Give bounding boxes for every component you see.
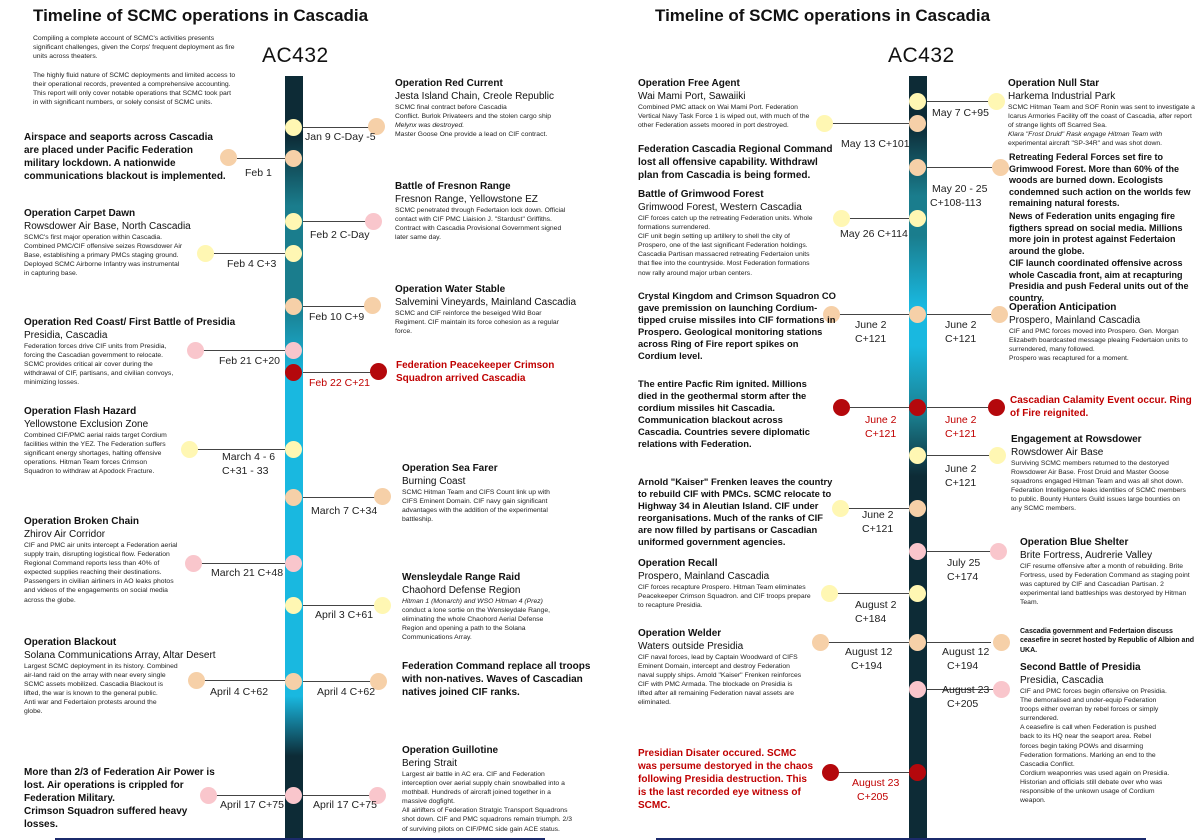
spine-dot[interactable] [909,585,926,602]
date-label: May 20 - 25 [932,183,988,195]
event-flash-hazard: Operation Flash Hazard Yellowstone Exclusion Zone Combined CIF/PMC aerial raids target Cordium facilities within the YEZ. The Federation suffers significant energy shortages, halting offensive operations. Hitman Team forces Crimson Squadron to withdraw at Apodock Fracture. [24,406,167,476]
event-water-stable: Operation Water Stable Salvemini Vineyards, Mainland Cascadia SCMC and CIF reinforce the beseiged Wild Boar Regiment. CIF maintain its force cohesion as a regular force. [395,284,577,336]
date-label: C+174 [947,571,979,583]
date-label: C+121 [862,523,894,535]
spine-dot[interactable] [909,447,926,464]
event-blue-shelter: Operation Blue Shelter Brite Fortress, Audrerie Valley CIF resume offensive after a month of rebuilding. Brite Fortress, used by Federation Command as staging point was captured by CIF and Cascadian Partisan. 2 experimental land battleships was destoryed by Hitman Team. [1020,537,1190,607]
spine-dot[interactable] [909,500,926,517]
page-title: Timeline of SCMC operations in Cascadia [33,6,369,25]
spine-dot[interactable] [285,119,302,136]
date-label: May 7 C+95 [932,107,989,119]
spine-dot[interactable] [909,159,926,176]
page-title: Timeline of SCMC operations in Cascadia [655,6,991,25]
date-label: April 17 C+75 [313,799,377,811]
event-second-presidia: Second Battle of Presidia Presidia, Cascadia CIF and PMC forces begin offensive on Presidia. The demoralised and under-equip Federation troops either overran by rebel forces or simply surrendered. A ceasefire is call when Federation is pushed back to its HQ near the seaport area. Rebel forces begin taking POWs and disarming Federation formations. Marking an end to the Cascadia Conflict. Cordium weaponries was used again on Presidia. Historian and officials still debate over who was responsible of the unkown usage of Cordium weapon. [1020,662,1170,805]
event-dot[interactable] [988,93,1005,110]
date-label: June 2 [945,319,977,331]
event-dot[interactable] [989,447,1006,464]
date-label: C+121 [945,477,977,489]
date-label: C+121 [865,428,897,440]
event-dot[interactable] [990,543,1007,560]
event-dot[interactable] [992,159,1009,176]
event-recall: Operation Recall Prospero, Mainland Cascadia CIF forces recapture Prospero. Hitman Team eliminates Peacekeeper Crimson Squadron. and CIF troops prepare to recapture Presidia. [638,558,811,610]
event-guillotine: Operation Guillotine Bering Strait Largest air battle in AC era. CIF and Federation interception over aerial supply chain snowballed into a mothball. Hundreds of aircraft joined together in a massive dogfight. All airlifters of Federation Stratgic Transport Squadrons shot down. CIF and PMC squadrons remain triumph. 2/3 of surviving pilots on CIF/PMC side gain ACE status. [402,745,573,833]
spine-dot[interactable] [909,681,926,698]
spine-dot[interactable] [909,115,926,132]
date-label: June 2 [865,414,897,426]
date-label: June 2 [855,319,887,331]
date-label: Feb 22 C+21 [309,377,371,389]
date-label: C+121 [945,333,977,345]
spine-dot[interactable] [909,93,926,110]
event-dot[interactable] [364,297,381,314]
date-label: April 17 C+75 [220,799,284,811]
date-label: C+205 [857,791,889,803]
event-welder: Operation Welder Waters outside Presidia CIF naval forces, lead by Captain Woodward of CIFS Eminent Domain, intercept and destroy Federation naval supply ships. Arnold "Kaiser" Frenken reinforces CIF with PMC Armada. The blockade on Presidia is lifted after all remaining Federation naval assets are eliminated. [638,628,802,707]
event-carpet-dawn: Operation Carpet Dawn Rowsdower Air Base, North Cascadia SCMC's first major operation within Cascadia. Combined PMC/CIF offensive seizes Rowsdower Air Base, establishing a primary PMCs staging ground. Deployed SCMC Airborne Infantry was instrumental in capturing base. [24,208,191,278]
date-label: C+205 [947,698,979,710]
event-dot[interactable] [988,399,1005,416]
spine-dot[interactable] [285,489,302,506]
event-kaiser-leaves: Arnold "Kaiser" Frenken leaves the country to rebuild CIF with PMCs. SCMC relocate to Highway 34 in Aleutian Island. CIF under reorganisations. Much of the ranks of CIF are now filled by partisans or Cascadian uniformed government agencies. [638,476,833,547]
event-broken-chain: Operation Broken Chain Zhirov Air Corridor CIF and PMC air units intercept a Federation aerial supply train, disrupting logistical flow. Federation Regional Command reports less than 40% of expected supplies reaching their destinations. Passengers in civilian airliners in AO leaks photos and videos of the engagements on social media across the globe. [24,516,178,604]
event-dot[interactable] [833,399,850,416]
date-label: August 12 [942,646,990,658]
event-grimwood-fire: Retreating Federal Forces set fire to Grimwood Forest. More than 60% of the woods are burned down. Ecologists condemned such action on the worlds few remaining natural forests. [1009,152,1191,209]
date-label: August 23 [852,777,900,789]
year-label: AC432 [888,44,955,67]
spine-dot[interactable] [909,543,926,560]
date-label: March 21 C+48 [211,567,284,579]
date-label: C+194 [947,660,979,672]
spine-dot[interactable] [285,555,302,572]
date-label: March 7 C+34 [311,505,378,517]
spine-dot[interactable] [285,150,302,167]
date-label: April 3 C+61 [315,609,374,621]
spine-dot[interactable] [285,597,302,614]
date-label: March 4 - 6 [222,451,276,463]
event-dot[interactable] [993,634,1010,651]
event-anticipation: Operation Anticipation Prospero, Mainland Cascadia CIF and PMC forces moved into Prospero. Gen. Morgan Elizabeth boardcasted message pleaing Federtaion units to surrendered, many followed. Prospero was recaptured for a moment. [1009,302,1188,363]
event-sea-farer: Operation Sea Farer Burning Coast SCMC Hitman Team and CIFS Count link up with CIFS Eminent Domain. CIF navy gain significant advantages with the addition of the experimental battleship. [402,463,550,524]
event-dot[interactable] [993,681,1010,698]
event-crimson-arrival: Federation Peacekeeper Crimson Squadron arrived Cascadia [396,360,555,384]
event-dot[interactable] [374,488,391,505]
event-fresnon-range: Battle of Fresnon Range Fresnon Range, Yellowstone EZ SCMC penetrated through Federtaion lock down. Official contact with CIF PMC Liaision J. "Stardust" Griffiths. Contract with Cascadia Provisional Government signed later same day. [395,181,566,242]
date-label: April 4 C+62 [210,686,269,698]
date-label: July 25 [947,557,981,569]
date-label: June 2 [945,463,977,475]
date-label: Feb 4 C+3 [227,258,277,270]
event-dot[interactable] [991,306,1008,323]
spine-dot[interactable] [285,245,302,262]
spine-dot[interactable] [909,764,926,781]
event-regional-command: Federation Cascadia Regional Command lost all offensive capability. Withdrawl plan from Cascadia is being formed. [638,144,833,181]
date-label: August 23 [942,684,990,696]
date-label: April 4 C+62 [317,686,376,698]
event-fire-fighters: News of Federation units engaging fire figthers spread on social media. Millions more join in protest against Federtaion around the globe. [1009,211,1183,256]
date-label: C+121 [945,428,977,440]
spine-dot[interactable] [285,441,302,458]
date-label: June 2 [945,414,977,426]
spine-dot[interactable] [285,298,302,315]
spine-dot[interactable] [909,634,926,651]
event-dot[interactable] [822,764,839,781]
event-calamity: Cascadian Calamity Event occur. Ring of Fire reignited. [1010,395,1192,419]
date-label: C+184 [855,613,887,625]
event-cif-offensive: CIF launch coordinated offensive across whole Cascadia front, aim at recapturing Presidia and push Federal units out of the country. [1009,258,1189,303]
date-label: June 2 [862,509,894,521]
intro-paragraph-2: The highly fluid nature of SCMC deployments and limited access to their operational records, prevented a comprehensive accounting. This report will only cover notable operations that SCMC took part in with significant numbers, or solely consist of SCMC units. [33,72,236,107]
date-label: August 2 [855,599,897,611]
intro-paragraph-1: Compiling a complete account of SCMC's activities presents significant challenges, given the Corps' frequent deployment as fire units across theaters. [33,35,235,61]
spine-dot[interactable] [285,787,302,804]
year-label: AC432 [262,44,329,67]
timeline-spine [285,76,303,840]
event-air-power-lost: More than 2/3 of Federation Air Power is lost. Air operations is crippled for Federation Military. Crimson Squadron suffered heavy losses. [24,767,215,830]
event-grimwood-forest: Battle of Grimwood Forest Grimwood Forest, Western Cascadia CIF forces catch up the retreating Federation units. Whole formations surrendered. CIF unit begin setting up artillery to shell the city of Prospero, one of the last significant Federation holdings. Cascadia Partisan massacred retreating Federtaion units that flee into the countryside. Most Federation formations now rally around major urban centers. [638,189,813,277]
spine-dot[interactable] [909,399,926,416]
event-rowsdower: Engagement at Rowsdower Rowsdower Air Base Surviving SCMC members returned to the destoryed Rowsdower Air Base. Frost Druid and Master Goose squadrons engaged Hitman Team and was all shot down. Federation Intelligence leaks identities of SCMC members to public. Bounty Hunters Guild issues large bounties on any SCMC members. [1011,434,1186,513]
date-label: Feb 2 C-Day [310,229,370,241]
date-label: May 13 C+101 [841,138,910,150]
event-cordium-missiles: Crystal Kingdom and Crimson Squadron CO gave premission on launching Cordium-tipped cruise missiles into CIF formations in Prospero. Geological monitoring stations across Ring of Fire report spikes on Cordium level. [638,290,836,361]
date-label: Feb 1 [245,167,272,179]
date-label: C+108-113 [930,197,982,209]
event-pacific-rim: The entire Pacfic Rim ignited. Millions died in the geothermal storm after the cordium missiles hit Cascadia. Communication blackout across Cascadia. Countries severe diplomatic relations with Federation. [638,378,810,449]
event-command-replace: Federation Command replace all troops with non-natives. Waves of Cascadian natives joined CIF ranks. [402,661,591,698]
spine-dot[interactable] [285,213,302,230]
date-label: C+194 [851,660,883,672]
date-label: Feb 10 C+9 [309,311,365,323]
event-null-star: Operation Null Star Harkema Industrial Park SCMC Hitman Team and SOF Ronin was sent to investigate a Icarus Armories Facility off the coast of Cascadia, after report of strange lights off Scarred Sea. Klara "Frost Druid" Rask engage Hitman Team with experimental aircraft "SP-34R" and was shot down. [1008,78,1195,148]
date-label: Feb 21 C+20 [219,355,281,367]
event-presidian-disaster: Presidian Disater occured. SCMC was persume destoryed in the chaos following Presidia destruction. This is the last recorded eye witness of SCMC. [638,748,814,811]
date-label: May 26 C+114 [840,228,908,240]
event-dot[interactable] [370,363,387,380]
event-airspace-lockdown: Airspace and seaports across Cascadia are placed under Pacific Federation military lockdown. A nationwide communications blackout is implemented. [24,132,226,182]
right-panel [601,0,1202,840]
event-red-coast: Operation Red Coast/ First Battle of Presidia Presidia, Cascadia Federation forces drive CIF units from Presidia, forcing the Cascadian government to relocate. SCMC provides critical air cover during the withdrawal of CIF, partisans, and civilian convoys, minimizing losses. [24,317,236,387]
spine-dot[interactable] [909,210,926,227]
spine-dot[interactable] [285,673,302,690]
date-label: C+31 - 33 [222,465,269,477]
event-dot[interactable] [374,597,391,614]
spine-dot[interactable] [285,364,302,381]
event-red-current: Operation Red Current Jesta Island Chain, Creole Republic SCMC final contract before Cascadia Conflict. Burlok Privateers and the stolen cargo ship Melynx was destroyed. Master Goose One provide a lead on CIF contract. [395,78,554,139]
date-label: C+121 [855,333,887,345]
spine-dot[interactable] [909,306,926,323]
date-label: Jan 9 C-Day -5 [305,131,376,143]
event-ceasefire-talks: Cascadia government and Federtaion discuss ceasefire in secret hosted by Republic of Albion and UKA. [1020,628,1195,654]
event-wensleydale: Wensleydale Range Raid Chaohord Defense Region Hitman 1 (Monarch) and WSO Hitman 4 (Prez) conduct a lone sortie on the Wensleydale Range, eliminating the whole Chaohord Aerial Defense Region and opening a path to the Solana Communications Array. [402,572,550,642]
event-blackout: Operation Blackout Solana Communications Array, Altar Desert Largest SCMC deployment in its history. Combined air-land raid on the array with near every single SCMC assets mobilized. Cascadia Blackout is lifted, the war is known to the general public. Anti war and Federtaion protests around the globe. [24,637,216,716]
spine-dot[interactable] [285,342,302,359]
event-free-agent: Operation Free Agent Wai Mami Port, Sawaiiki Combined PMC attack on Wai Mami Port. Federation Vertical Navy Task Force 1 is wiped out, with much of the other Federation assets moored in port destroyed. [638,78,810,130]
date-label: August 12 [845,646,893,658]
